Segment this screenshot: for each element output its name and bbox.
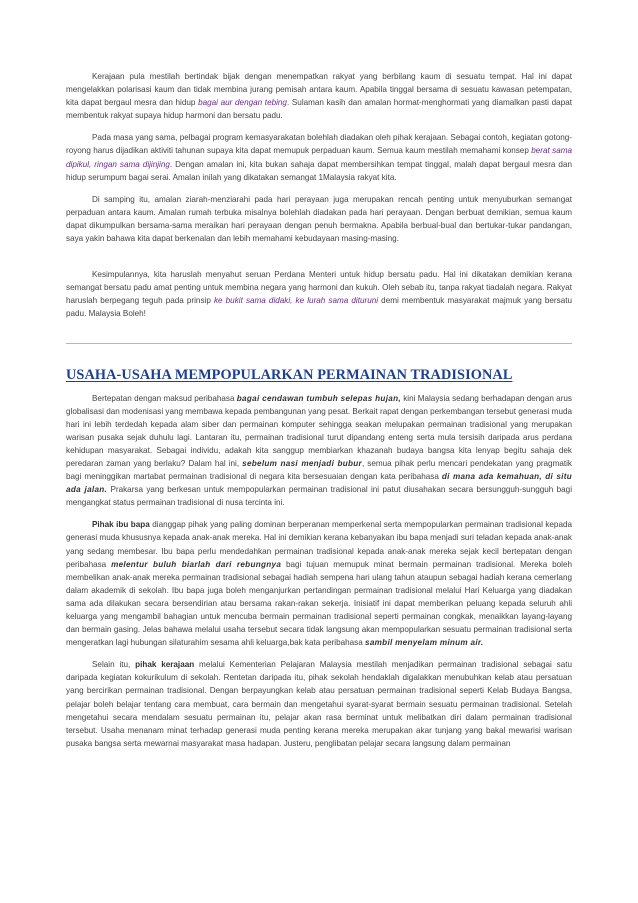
point-lead: Pihak ibu bapa [92,520,150,530]
proverb-emphasis: bagai cendawan tumbuh selepas hujan, [236,393,401,403]
point-lead: pihak kerajaan [135,660,195,670]
proverb-emphasis: melentur buluh biarlah dari rebungnya [111,559,282,569]
proverb-link[interactable]: berat sama dipikul, ringan sama dijinjing [66,146,572,169]
paragraph-parents: Pihak ibu bapa dianggap pihak yang paling dominan berperanan memperkenal serta mempopularkan permainan tradisional kepada generasi muda khususnya kepada anak-anak mereka. Hal ini demikian kerana kebanyakan ibu bapa menjadi suri teladan kepada anak-anak yang sedang membesar. Ibu bapa perlu mendedahkan permainan tradisional kepada anak-anak mereka sejak kecil bertepatan dengan peribahasa melentur buluh biarlah dari rebungnya bagi tujuan memupuk minat bermain permainan tradisional. Mereka boleh membelikan anak-anak mereka permainan tradisional sebagai hadiah sempena hari ulang tahun ataupun sebagai hadiah kerana cemerlang dalam akademik di sekolah. Ibu bapa juga boleh menganjurkan pertandingan permainan tradisional melalui Hari Keluarga yang diadakan sama ada dilakukan secara bersendirian atau bersama rakan-rakan sekerja. Inisiatif ini dapat memberikan peluang kepada seluruh ahli keluarga yang mengambil bahagian untuk mencuba bermain permainan tradisional seperti permainan congkak, menaikkan layang-layang dan bermain gasing. Jelas bahawa melalui usaha tersebut secara tidak langsung akan mempopularkan sesuatu permainan tradisional serta mengeratkan lagi hubungan silaturahim sesama ahli keluarga,bak kata peribahasa sambil menyelam minum air. [66,520,573,648]
paragraph-government: Selain itu, pihak kerajaan melalui Kementerian Pelajaran Malaysia mestilah menjadikan permainan tradisional sebagai satu daripada kegiatan kokurikulum di sekolah. Rentetan daripada itu, pihak sekolah hendaklah digalakkan menubuhkan kelab atau persatuan yang bercirikan permainan tradisional. Dengan berpayungkan kelab atau persatuan permainan tradisional seperti Kelab Budaya Bangsa, pelajar boleh belajar tentang cara membuat, cara bermain dan mengetahui syarat-syarat bermain sesuatu permainan tradisional. Setelah mengetahui secara mendalam sesuatu permainan itu, pelajar akan rasa berminat untuk melibatkan diri dalam permainan tradisional tersebut. Usaha menanam minat terhadap generasi muda penting kerana mereka merupakan akar tunjang yang bakal mewarisi warisan pusaka bangsa serta mewarnai masyarakat masa hadapan. Justeru, penglibatan pelajar secara langsung dalam permainan [66,660,572,748]
paragraph-festive-visits: Di samping itu, amalan ziarah-menziarahi pada hari perayaan juga merupakan rencah penting untuk menyuburkan semangat perpaduan antara kaum. Amalan rumah terbuka misalnya bolehlah diadakan pada hari perayaan. Dengan berbuat demikian, semua kaum dapat dikumpulkan bersama-sama meraikan hari perayaan dengan penuh bermakna. Apabila berbual-bual dan bertukar-tukar pandangan, saya yakin bahawa kita dapat berkenalan dan lebih memahami kebudayaan masing-masing. [66,194,572,244]
section-heading[interactable]: USAHA-USAHA MEMPOPULARKAN PERMAINAN TRADISIONAL [66,366,513,383]
paragraph-community-programs: Pada masa yang sama, pelbagai program kemasyarakatan bolehlah diadakan oleh pihak kerajaan. Sebagai contoh, kegiatan gotong-royong harus dijadikan aktiviti tahunan supaya kita dapat memupuk perpaduan kaum. Semua kaum mestilah memahami konsep berat sama dipikul, ringan sama dijinjing. Dengan amalan ini, kita bukan sahaja dapat membersihkan tempat tinggal, malah dapat bergaul mesra dan hidup serumpum bagai serai. Amalan inilah yang dikatakan semangat 1Malaysia rakyat kita. [66,133,572,182]
proverb-link[interactable]: bagai aur dengan tebing [198,98,287,108]
proverb-emphasis: sambil menyelam minum air. [365,638,484,648]
proverb-emphasis: di mana ada kemahuan, di situ ada jalan. [66,472,572,495]
paragraph-housing: Kerajaan pula mestilah bertindak bijak dengan menempatkan rakyat yang berbilang kaum di sesuatu tempat. Hal ini dapat mengelakkan polarisasi kaum dan tidak membina jurang pemisah antara kaum. Apabila tinggal bersama di sesuatu kawasan petempatan, kita dapat bergaul mesra dan hidup bagai aur dengan tebing. Sulaman kasih dan amalan hormat-menghormati yang diamalkan pasti dapat membentuk rakyat supaya hidup harmoni dan bersatu padu. [66,72,572,121]
proverb-link[interactable]: ke bukit sama didaki, ke lurah sama dituruni [213,296,379,306]
paragraph-introduction: Bertepatan dengan maksud peribahasa bagai cendawan tumbuh selepas hujan, kini Malaysia sedang berhadapan dengan arus globalisasi dan modenisasi yang membawa kepada pembangunan yang pesat. Berkait rapat dengan perkembangan tersebut generasi muda hari ini lebih terdedah kepada alam siber dan permainan komputer sehingga seakan melupakan permainan tradisional yang merupakan warisan pusaka sejak duhulu lagi. Lantaran itu, permainan tradisional turut dipandang enteng serta mula tersisih daripada arus perdana kehidupan masyarakat. Sebagai individu, adakah kita sanggup membiarkan khazanah budaya bangsa kita lenyap begitu sahaja dek peredaran zaman yang berlaku? Dalam hal ini, sebelum nasi menjadi bubur, semua pihak perlu mencari pendekatan yang pragmatik bagi meninggikan martabat permainan tradisional di negara kita bersesuaian dengan kata peribahasa di mana ada kemahuan, di situ ada jalan. Prakarsa yang berkesan untuk mempopularkan permainan tradisional ini patut diusahakan secara bersungguh-sungguh bagi mengangkat status permainan tradisional di nusa tercinta ini. [66,393,572,508]
paragraph-conclusion: Kesimpulannya, kita haruslah menyahut seruan Perdana Menteri untuk hidup bersatu padu. Hal ini dikatakan demikian kerana semangat bersatu padu amat penting untuk membina negara yang harmoni dan kukuh. Oleh sebab itu, tanpa rakyat tiadalah negara. Rakyat haruslah berpegang teguh pada prinsip ke bukit sama didaki, ke lurah sama dituruni demi membentuk masyarakat majmuk yang bersatu padu. Malaysia Boleh! [66,270,572,319]
proverb-emphasis: sebelum nasi menjadi bubur [242,458,362,468]
section-divider [66,343,572,344]
